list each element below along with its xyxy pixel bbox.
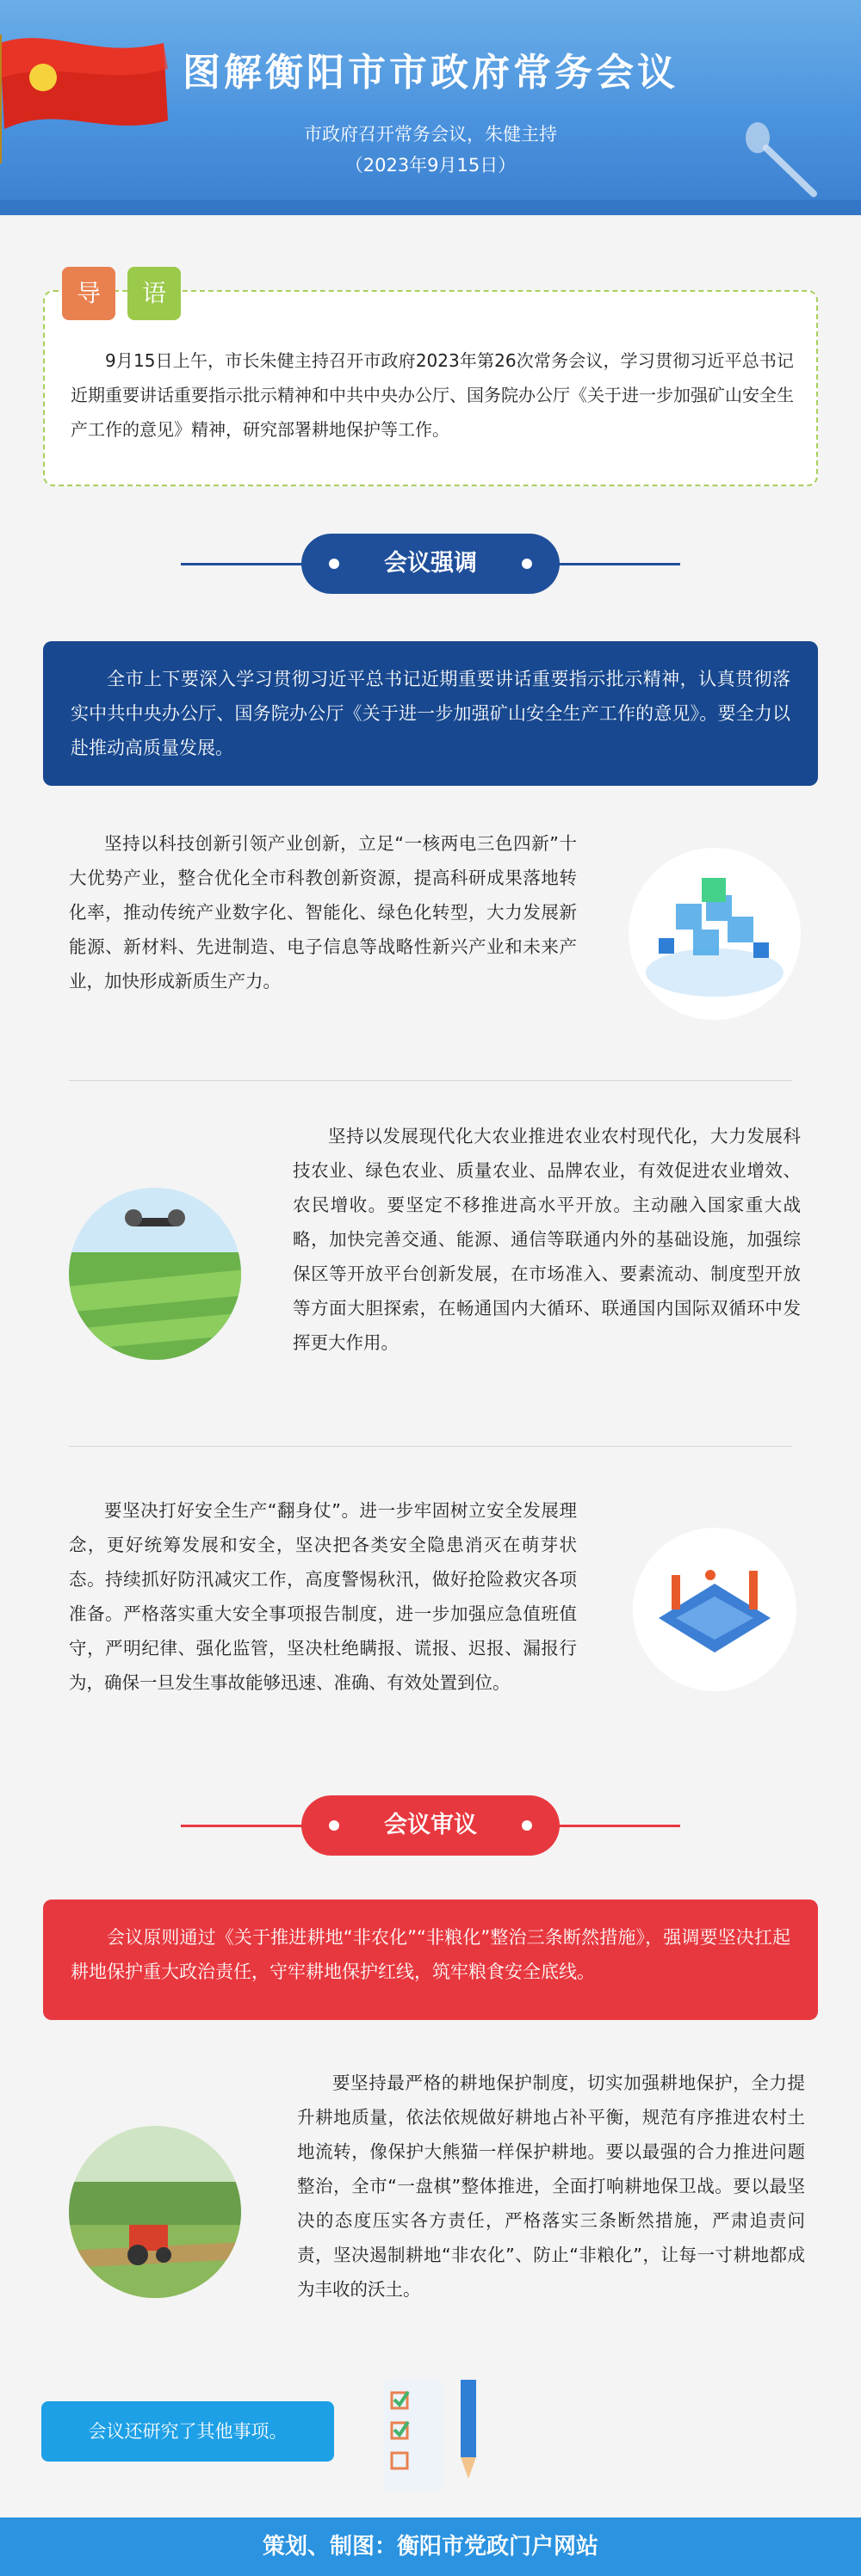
divider-line [181, 1825, 310, 1827]
meeting-date: （2023年9月15日） [344, 155, 517, 176]
review-banner: 会议原则通过《关于推进耕地“非农化”“非粮化”整治三条断然措施》，强调要坚决扛起耕地保护重大政治责任，守牢耕地保护红线，筑牢粮食安全底线。 [43, 1900, 818, 2020]
construction-illustration [624, 1523, 805, 1696]
dot-icon [522, 559, 532, 569]
checklist-pencil-icon [379, 2371, 499, 2500]
emphasis-banner: 全市上下要深入学习贯彻习近平总书记近期重要讲话重要指示批示精神，认真贯彻落实中共中央办公厅、国务院办公厅《关于进一步加强矿山安全生产工作的意见》。要全力以赴推动高质量发展。 [43, 641, 818, 786]
divider [69, 1446, 792, 1447]
section-header-review [0, 1795, 861, 1856]
dot-icon [329, 559, 339, 569]
dot-icon [522, 1820, 532, 1831]
page-title: 图解衡阳市市政府常务会议 [183, 51, 678, 95]
footer-credit: 策划、制图：衡阳市党政门户网站 [0, 2517, 861, 2576]
paragraph-agriculture-opening: 坚持以发展现代化大农业推进农业农村现代化，大力发展科技农业、绿色农业、质量农业、品牌农业，有效促进农业增效、农民增收。要坚定不移推进高水平开放。主动融入国家重大战略，加快完善交通、能源、通信等联通内外的基础设施，加强综保区等开放平台创新发展，在市场准入、要素流动、制度型开放等方面大胆探索，在畅通国内大循环、联通国内国际双循环中发挥更大作用。 [293, 1126, 801, 1353]
divider-line [181, 563, 310, 565]
drone-farm-illustration [65, 1183, 245, 1364]
section-title-emphasis: 会议强调 [301, 534, 560, 594]
page-subtitle: 市政府召开常务会议，朱健主持 [304, 124, 557, 145]
divider-line [551, 1825, 680, 1827]
intro-text: 9月15日上午，市长朱健主持召开市政府2023年第26次常务会议，学习贯彻习近平总书记近期重要讲话重要指示批示精神和中共中央办公厅、国务院办公厅《关于进一步加强矿山安全生产工作的意见》精神，研究部署耕地保护等工作。 [71, 350, 794, 440]
tractor-farmland-illustration [65, 2122, 245, 2302]
section-header-emphasis [0, 534, 861, 594]
intro-tag-dao: 导 [62, 267, 115, 320]
divider-line [551, 563, 680, 565]
other-matters-note: 会议还研究了其他事项。 [41, 2401, 334, 2462]
header-banner [0, 0, 861, 215]
dot-icon [329, 1820, 339, 1831]
section-title-review: 会议审议 [301, 1795, 560, 1856]
divider [69, 1080, 792, 1081]
paragraph-safety-production: 要坚决打好安全生产“翻身仗”。进一步牢固树立安全发展理念，更好统筹发展和安全，坚决把各类安全隐患消灭在萌芽状态。持续抓好防汛减灾工作，高度警惕秋汛，做好抢险救灾各项准备。严格落实重大安全事项报告制度，进一步加强应急值班值守，严明纪律、强化监管，坚决杜绝瞒报、谎报、迟报、漏报行为，确保一旦发生事故能够迅速、准确、有效处置到位。 [69, 1500, 577, 1693]
tech-cubes-illustration [624, 843, 805, 1024]
paragraph-farmland-protection: 要坚持最严格的耕地保护制度，切实加强耕地保护，全力提升耕地质量，依法依规做好耕地占补平衡，规范有序推进农村土地流转，像保护大熊猫一样保护耕地。要以最强的合力推进问题整治，全市“一盘棋”整体推进，全面打响耕地保卫战。要以最坚决的态度压实各方责任，严格落实三条断然措施，严肃追责问责，坚决遏制耕地“非农化”、防止“非粮化”，让每一寸耕地都成为丰收的沃土。 [297, 2073, 805, 2300]
paragraph-tech-innovation: 坚持以科技创新引领产业创新，立足“一核两电三色四新”十大优势产业，整合优化全市科教创新资源，提高科研成果落地转化率，推动传统产业数字化、智能化、绿色化转型，大力发展新能源、新材料、先进制造、电子信息等战略性新兴产业和未来产业，加快形成新质生产力。 [69, 833, 577, 991]
header-stripe [0, 200, 861, 215]
intro-tag-yu: 语 [127, 267, 181, 320]
